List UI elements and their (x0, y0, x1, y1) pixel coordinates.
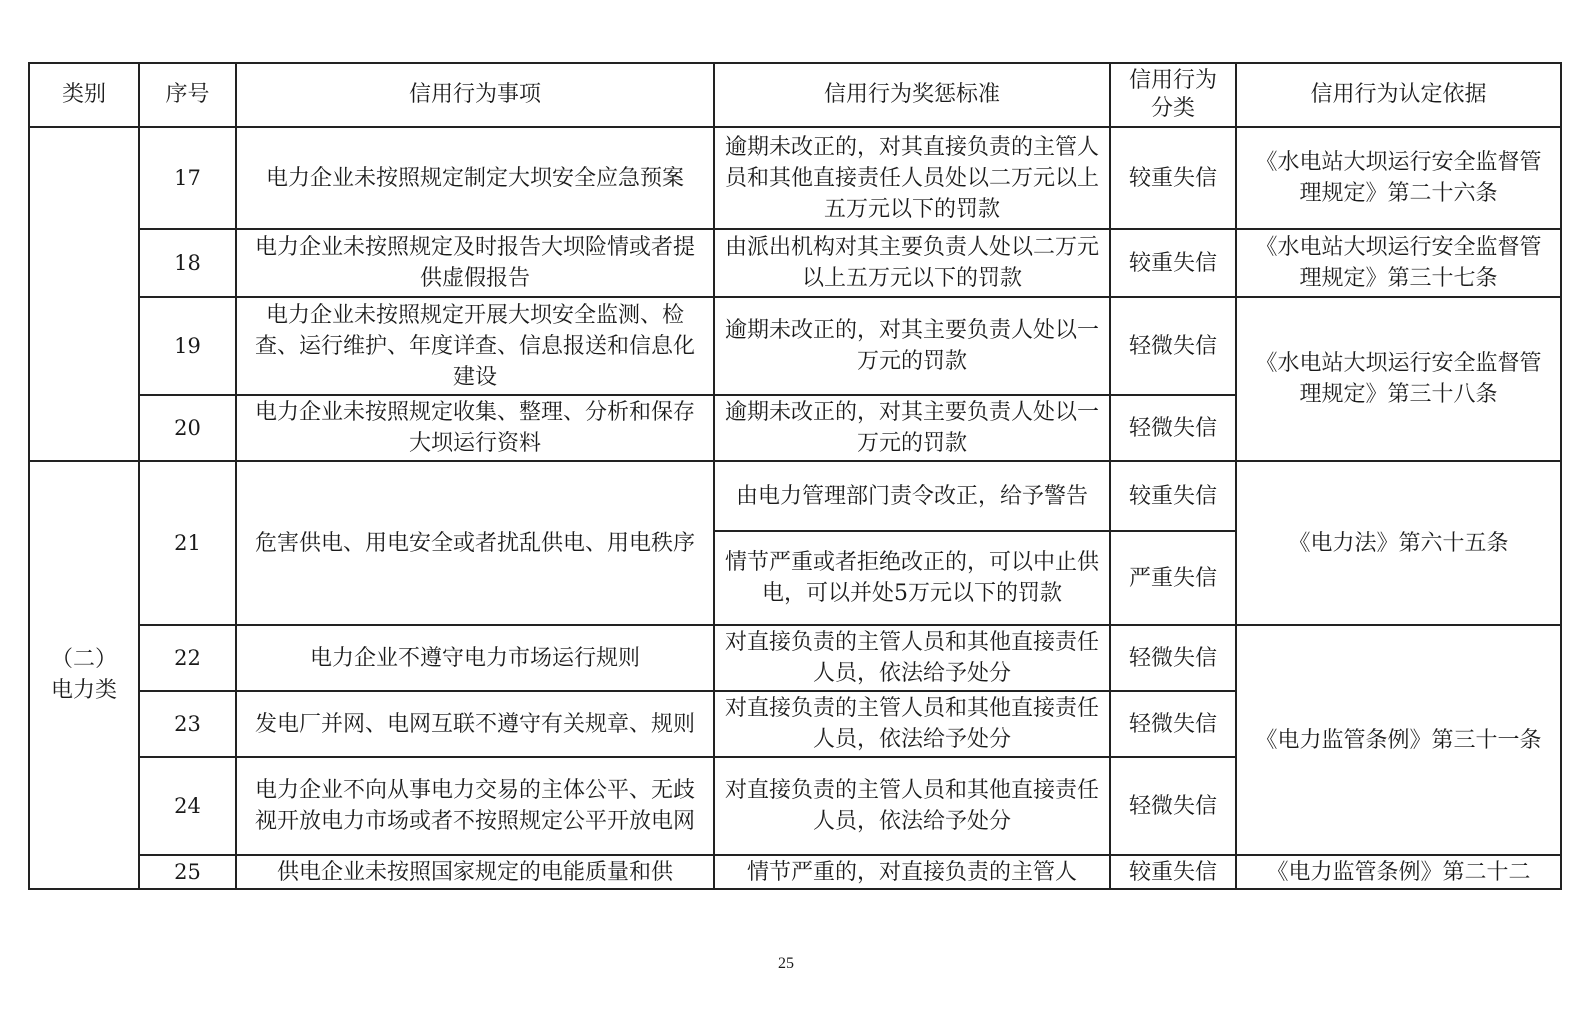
basis-cell: 《水电站大坝运行安全监督管理规定》第三十八条 (1236, 297, 1561, 461)
standard-cell: 情节严重的，对直接负责的主管人 (714, 855, 1110, 889)
classification-cell: 轻微失信 (1110, 395, 1236, 461)
header-serial: 序号 (139, 63, 236, 127)
item-cell: 电力企业未按照规定收集、整理、分析和保存大坝运行资料 (236, 395, 714, 461)
table-row (29, 461, 1561, 531)
serial-cell: 20 (139, 395, 236, 461)
table-header-row (29, 63, 1561, 127)
standard-cell: 对直接负责的主管人员和其他直接责任人员，依法给予处分 (714, 625, 1110, 691)
header-standard: 信用行为奖惩标准 (714, 63, 1110, 127)
standard-cell: 逾期未改正的，对其主要负责人处以一万元的罚款 (714, 297, 1110, 395)
item-cell: 危害供电、用电安全或者扰乱供电、用电秩序 (236, 461, 714, 625)
standard-cell: 由电力管理部门责令改正，给予警告 (714, 461, 1110, 531)
serial-cell: 19 (139, 297, 236, 395)
page-number: 25 (778, 955, 794, 972)
category-cell-continued (29, 127, 139, 461)
basis-cell: 《电力监管条例》第三十一条 (1236, 625, 1561, 855)
classification-cell: 轻微失信 (1110, 625, 1236, 691)
standard-cell: 由派出机构对其主要负责人处以二万元以上五万元以下的罚款 (714, 229, 1110, 297)
basis-cell: 《水电站大坝运行安全监督管理规定》第二十六条 (1236, 127, 1561, 229)
classification-cell: 轻微失信 (1110, 757, 1236, 855)
category-cell (29, 461, 139, 889)
item-cell: 电力企业未按照规定制定大坝安全应急预案 (236, 127, 714, 229)
basis-cell: 《电力法》第六十五条 (1236, 461, 1561, 625)
credit-behavior-table (28, 62, 1562, 890)
standard-cell: 对直接负责的主管人员和其他直接责任人员，依法给予处分 (714, 691, 1110, 757)
serial-cell: 18 (139, 229, 236, 297)
item-cell: 电力企业不向从事电力交易的主体公平、无歧视开放电力市场或者不按照规定公平开放电网 (236, 757, 714, 855)
serial-cell: 24 (139, 757, 236, 855)
standard-cell: 逾期未改正的，对其主要负责人处以一万元的罚款 (714, 395, 1110, 461)
table-row (29, 297, 1561, 395)
basis-cell: 《水电站大坝运行安全监督管理规定》第三十七条 (1236, 229, 1561, 297)
classification-cell: 严重失信 (1110, 531, 1236, 625)
classification-cell: 较重失信 (1110, 855, 1236, 889)
serial-cell: 17 (139, 127, 236, 229)
standard-cell: 逾期未改正的，对其直接负责的主管人员和其他直接责任人员处以二万元以上五万元以下的罚款 (714, 127, 1110, 229)
classification-cell: 轻微失信 (1110, 297, 1236, 395)
table-row (29, 127, 1561, 229)
standard-cell: 对直接负责的主管人员和其他直接责任人员，依法给予处分 (714, 757, 1110, 855)
basis-cell: 《电力监管条例》第二十二 (1236, 855, 1561, 889)
standard-cell: 情节严重或者拒绝改正的，可以中止供电，可以并处5万元以下的罚款 (714, 531, 1110, 625)
item-cell: 发电厂并网、电网互联不遵守有关规章、规则 (236, 691, 714, 757)
classification-cell: 轻微失信 (1110, 691, 1236, 757)
item-cell: 电力企业不遵守电力市场运行规则 (236, 625, 714, 691)
table-row (29, 625, 1561, 691)
header-category: 类别 (29, 63, 139, 127)
serial-cell: 23 (139, 691, 236, 757)
classification-cell: 较重失信 (1110, 461, 1236, 531)
table-row (29, 229, 1561, 297)
classification-cell: 较重失信 (1110, 127, 1236, 229)
item-cell: 电力企业未按照规定及时报告大坝险情或者提供虚假报告 (236, 229, 714, 297)
header-basis: 信用行为认定依据 (1236, 63, 1561, 127)
table-row (29, 855, 1561, 889)
serial-cell: 21 (139, 461, 236, 625)
serial-cell: 25 (139, 855, 236, 889)
header-classification: 信用行为分类 (1110, 63, 1236, 127)
item-cell: 电力企业未按照规定开展大坝安全监测、检查、运行维护、年度详查、信息报送和信息化建设 (236, 297, 714, 395)
header-item: 信用行为事项 (236, 63, 714, 127)
category-label: （二）电力类 (50, 647, 117, 703)
serial-cell: 22 (139, 625, 236, 691)
classification-cell: 较重失信 (1110, 229, 1236, 297)
item-cell: 供电企业未按照国家规定的电能质量和供 (236, 855, 714, 889)
